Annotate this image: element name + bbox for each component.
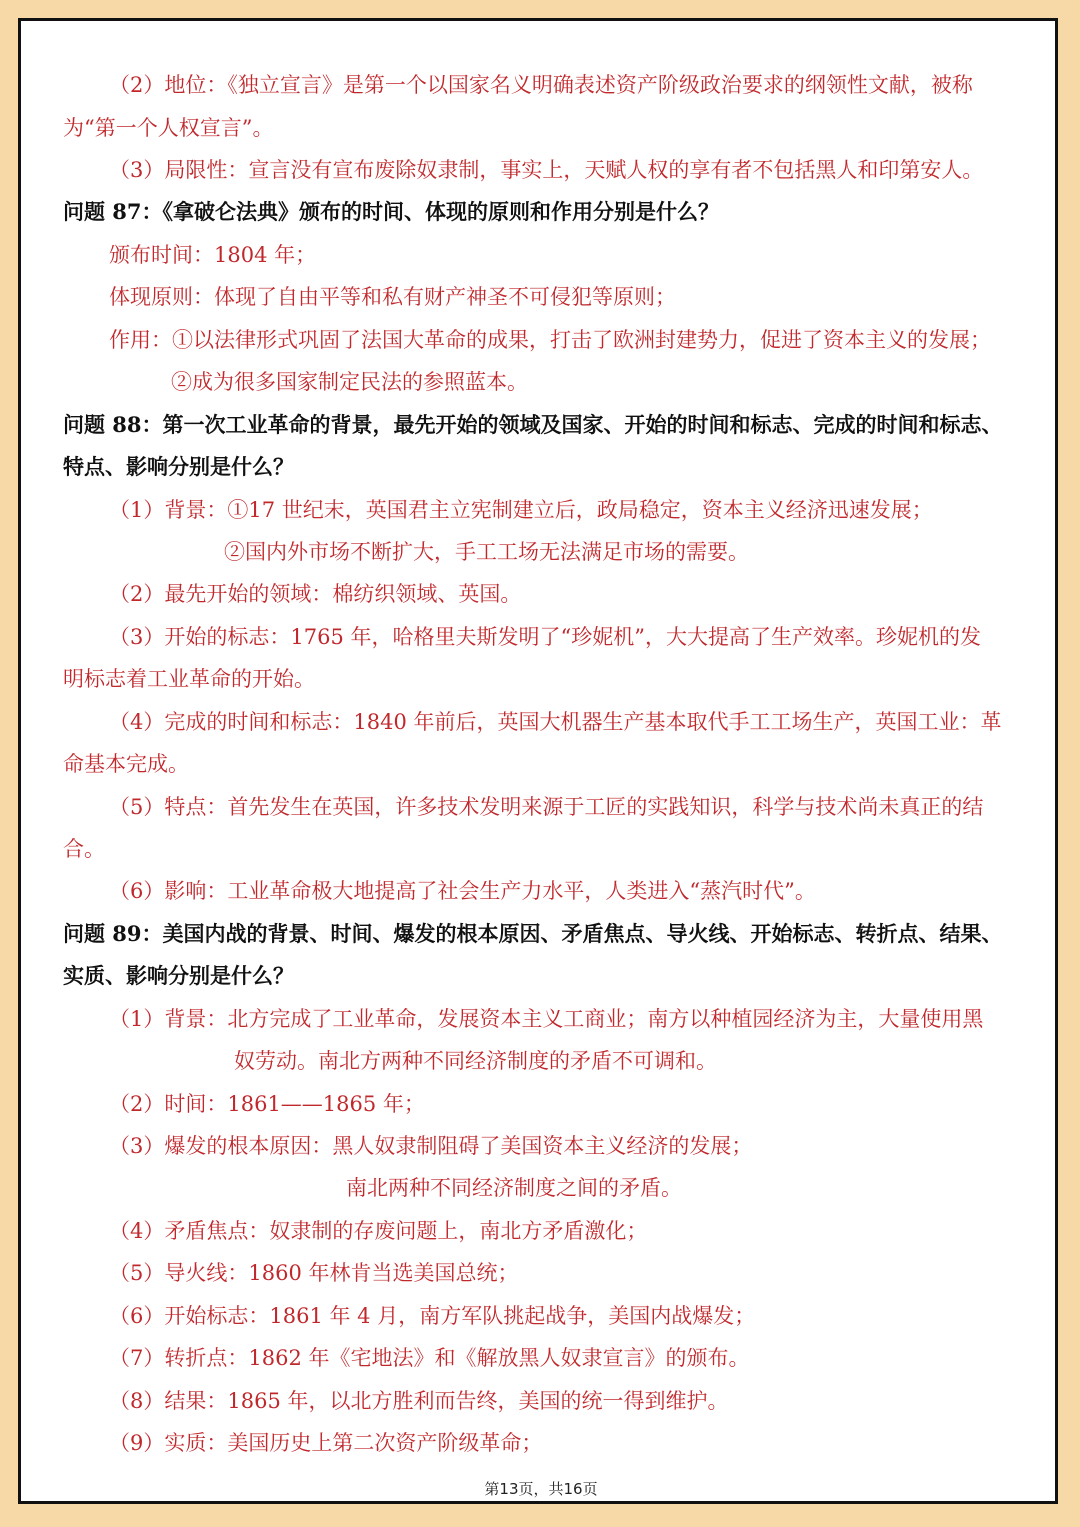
answer-line: （5）导火线：1860 年林肯当选美国总统； xyxy=(109,1261,519,1285)
answer-line: （7）转折点：1862 年《宅地法》和《解放黑人奴隶宣言》的颁布。 xyxy=(109,1346,750,1370)
page-number: 第13页，共16页 xyxy=(484,1480,598,1498)
answer-line: （3）开始的标志：1765 年，哈格里夫斯发明了“珍妮机”，大大提高了生产效率。珍妮机的发 xyxy=(109,625,981,649)
answer-line: 体现原则：体现了自由平等和私有财产神圣不可侵犯等原则； xyxy=(109,285,676,309)
answer-line: （3）局限性：宣言没有宣布废除奴隶制，事实上，天赋人权的享有者不包括黑人和印第安人。 xyxy=(109,158,984,182)
answer-line: （1）背景：①17 世纪末，英国君主立宪制建立后，政局稳定，资本主义经济迅速发展； xyxy=(109,498,933,522)
answer-line: 奴劳动。南北方两种不同经济制度的矛盾不可调和。 xyxy=(234,1049,717,1073)
answer-line: ②成为很多国家制定民法的参照蓝本。 xyxy=(171,370,528,394)
answer-line: （9）实质：美国历史上第二次资产阶级革命； xyxy=(109,1431,543,1455)
question-heading: 问题 87：《拿破仑法典》颁布的时间、体现的原则和作用分别是什么？ xyxy=(63,199,720,224)
answer-line: （1）背景：北方完成了工业革命，发展资本主义工商业；南方以种植园经济为主，大量使用黑 xyxy=(109,1007,984,1031)
answer-line: 颁布时间：1804 年； xyxy=(109,243,317,267)
answer-line: （2）最先开始的领域：棉纺织领域、英国。 xyxy=(109,582,522,606)
answer-line: （6）影响：工业革命极大地提高了社会生产力水平，人类进入“蒸汽时代”。 xyxy=(109,879,816,903)
answer-line: （4）矛盾焦点：奴隶制的存废问题上，南北方矛盾激化； xyxy=(109,1219,648,1243)
answer-line: （8）结果：1865 年，以北方胜利而告终，美国的统一得到维护。 xyxy=(109,1389,729,1413)
answer-line: ②国内外市场不断扩大，手工工场无法满足市场的需要。 xyxy=(224,540,749,564)
answer-line: （3）爆发的根本原因：黑人奴隶制阻碍了美国资本主义经济的发展； xyxy=(109,1134,753,1158)
answer-line: 合。 xyxy=(63,837,105,861)
document-page xyxy=(18,18,1058,1504)
answer-line: 明标志着工业革命的开始。 xyxy=(63,667,315,691)
answer-line: （5）特点：首先发生在英国，许多技术发明来源于工匠的实践知识，科学与技术尚未真正的结 xyxy=(109,795,984,819)
answer-line: （4）完成的时间和标志：1840 年前后，英国大机器生产基本取代手工工场生产，英国工业：革 xyxy=(109,710,1002,734)
answer-line: （2）地位：《独立宣言》是第一个以国家名义明确表述资产阶级政治要求的纲领性文献，被称 xyxy=(109,73,973,97)
answer-line: （6）开始标志：1861 年 4 月，南方军队挑起战争，美国内战爆发； xyxy=(109,1304,756,1328)
question-heading: 问题 89：美国内战的背景、时间、爆发的根本原因、矛盾焦点、导火线、开始标志、转折点、结果、 xyxy=(63,921,1003,946)
question-heading: 实质、影响分别是什么？ xyxy=(63,963,294,988)
answer-line: 南北两种不同经济制度之间的矛盾。 xyxy=(346,1176,682,1200)
answer-line: （2）时间：1861——1865 年； xyxy=(109,1092,425,1116)
question-heading: 特点、影响分别是什么？ xyxy=(63,454,294,479)
question-heading: 问题 88：第一次工业革命的背景，最先开始的领域及国家、开始的时间和标志、完成的时间和标志、 xyxy=(63,412,1003,437)
answer-line: 作用：①以法律形式巩固了法国大革命的成果，打击了欧洲封建势力，促进了资本主义的发展； xyxy=(109,328,991,352)
answer-line: 为“第一个人权宣言”。 xyxy=(63,116,274,140)
answer-line: 命基本完成。 xyxy=(63,752,189,776)
